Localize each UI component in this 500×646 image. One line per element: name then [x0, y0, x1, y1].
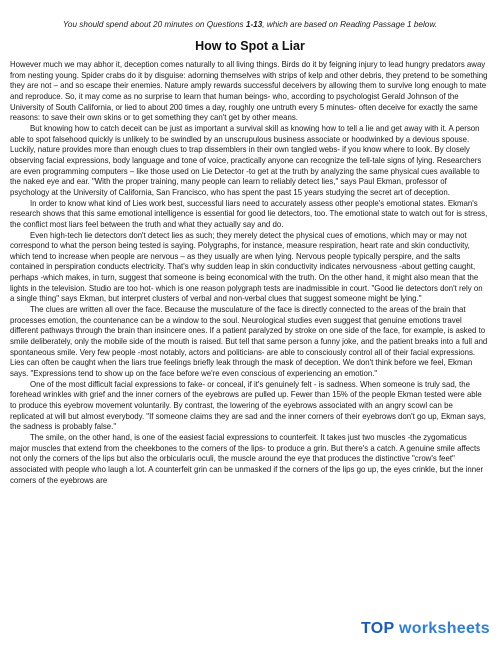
brand-logo-worksheets: worksheets — [394, 620, 490, 637]
instructions-question-range: 1-13 — [245, 20, 263, 29]
instructions — [0, 20, 500, 30]
instructions-after: , which are based on Reading Passage 1 below. — [262, 20, 438, 29]
paragraph-2: But knowing how to catch deceit can be just as important a survival skill as knowing how to tell a lie and get away with it. A person able to spot falsehood quickly is unlikely to be swindled by an unscrupulous business associate or hoodwinked by a devious spouse. Luckily, nature provides more than enough clues to trap dissemblers in their own tangled webs- if you know where to look. By closely observing facial expressions, body language and tone of voice, practically anyone can recognize the tell-tale signs of lying. Researchers are even programming computers – like those used on Lie Detector -to get at the truth by analyzing the same physical cues available to the naked eye and ear. "With the proper training, many people can learn to reliably detect lies," says Paul Ekman, professor of psychology at the University of California, San Francisco, who has spent the past 15 years studying the secret art of deception. — [10, 123, 482, 197]
paragraph-3: In order to know what kind of Lies work best, successful liars need to accurately assess other people's emotional states. Ekman's research shows that this same emotional intelligence is essential for good lie detectors, too. The emotional state to watch out for is stress, the conflict most liars feel between the truth and what they actually say and do. — [10, 198, 488, 229]
passage-title: How to Spot a Liar — [195, 39, 305, 53]
passage-body — [10, 60, 488, 486]
instructions-before: You should spend about 20 minutes on Questions — [62, 20, 246, 29]
paragraph-7: The smile, on the other hand, is one of the easiest facial expressions to counterfeit. It takes just two muscles -the zygomaticus major muscles that extend from the cheekbones to the corners of the lips- to produce a grin. But there's a catch. A genuine smile affects not only the corners of the lips but also the orbicularis oculi, the muscle around the eye that produces the distinctive "crow's feet" associated with people who laugh a lot. A counterfeit grin can be unmasked if the corners of the lips go up, the eyes crinkle, but the inner corners of the eyebrows are — [10, 432, 484, 485]
paragraph-6: One of the most difficult facial expressions to fake- or conceal, if it's genuinely felt - is sadness. When someone is truly sad, the forehead wrinkles with grief and the inner corners of the eyebrows are pulled up. Fewer than 15% of the people Ekman tested were able to produce this eyebrow movement voluntarily. By contrast, the lowering of the eyebrows associated with an angry scowl can be replicated at will but almost everybody. "If someone claims they are sad and the inner corners of their eyebrows don't go up, Ekman says, the sadness is probably false." — [10, 379, 486, 432]
paragraph-4: Even high-tech lie detectors don't detect lies as such; they merely detect the physical cues of emotions, which may or may not correspond to what the person being tested is saying. Polygraphs, for instance, measure respiration, heart rate and skin conductivity, which tend to increase when people are nervous – as they usually are when lying. Nervous people typically perspire, and the salts contained in perspiration conducts electricity. That's why sudden leap in skin conductivity indicates nervousness -about getting caught, perhaps -which makes, in turn, suggest that someone is being economical with the truth. On the other hand, it might also mean that the lights in the television. Studio are too hot- which is one reason polygraph tests are inadmissible in court. "Good lie detectors don't rely on a single thing" says Ekman, but interpret clusters of verbal and non-verbal clues that suggest someone might be lying." — [10, 230, 483, 304]
paragraph-5: The clues are written all over the face. Because the musculature of the face is directly connected to the areas of the brain that processes emotion, the countenance can be a window to the soul. Neurological studies even suggest that genuine emotions travel different pathways through the brain than insincere ones. If a patient paralyzed by stroke on one side of the face, for example, is asked to smile deliberately, only the mobile side of the mouth is raised. But tell that same person a funny joke, and the patient breaks into a full and spontaneous smile. Very few people -most notably, actors and politicians- are able to consciously control all of their facial expressions. Lies can often be caught when the liars true feelings briefly leak through the mask of deception. We don't think before we feel, Ekman says. "Expressions tend to show up on the face before we're even conscious of experiencing an emotion." — [10, 305, 488, 379]
brand-logo — [361, 620, 490, 638]
brand-logo-top: TOP — [360, 620, 395, 637]
paragraph-1: However much we may abhor it, deception comes naturally to all living things. Birds do it by feigning injury to lead hungry predators away from nesting young. Spider crabs do it by disguise: adorning themselves with strips of kelp and other debris, they pretend to be something they are not – and so escape their enemies. Nature amply rewards successful deceivers by allowing them to survive long enough to mate and reproduce. So, it may come as no surprise to learn that human beings- who, according to psychologist Gerald Johnson of the University of South California, or lied to about 200 times a day, roughly one untruth every 5 minutes- often deceive for exactly the same reasons: to save their own skins or to get something they can't get by other means. — [10, 60, 488, 123]
